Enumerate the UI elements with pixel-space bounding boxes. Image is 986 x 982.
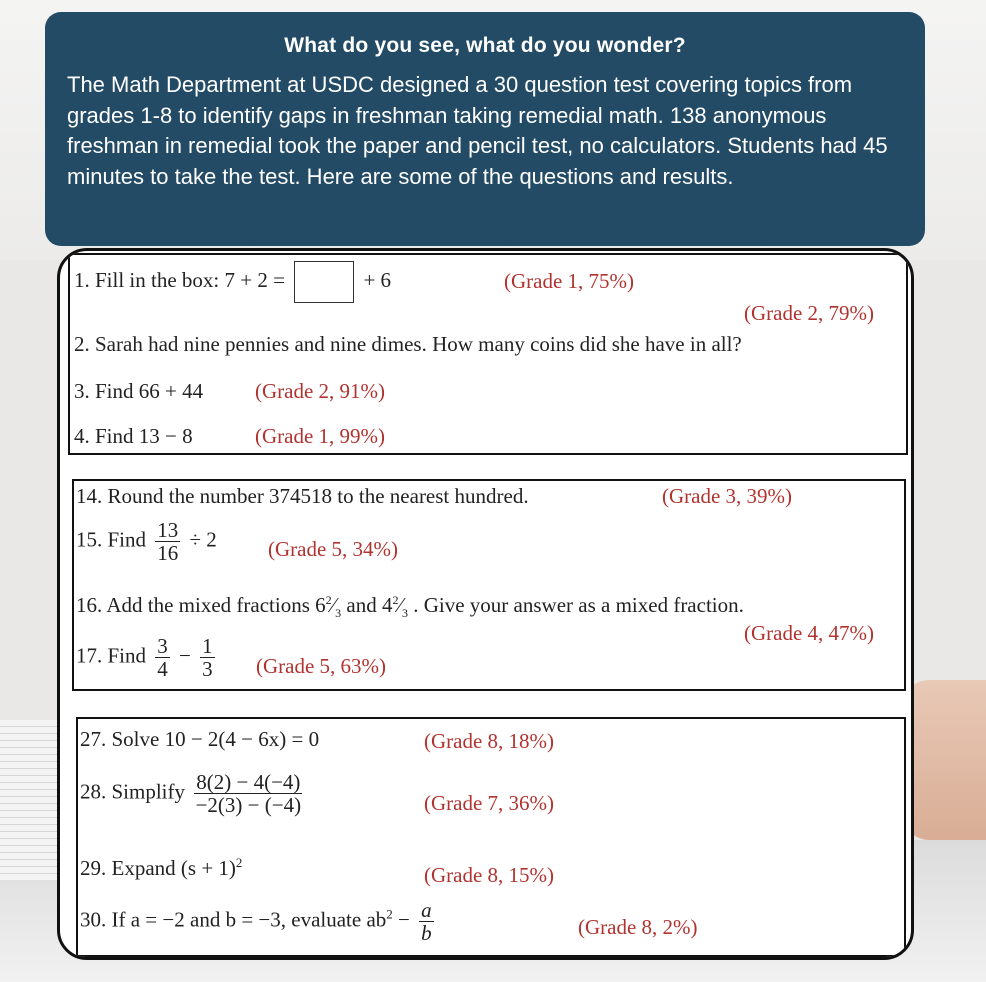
exponent: 2 (235, 855, 243, 870)
fraction (155, 519, 180, 564)
exponent: 2 (386, 906, 393, 922)
question-29-text: 29. Expand (s + 1) (80, 856, 236, 880)
question-27: 27. Solve 10 − 2(4 − 6x) = 0 (80, 727, 320, 751)
question-4: 4. Find 13 − 8 (74, 424, 193, 448)
question-17-text: 17. Find (76, 643, 147, 668)
question-30 (80, 899, 438, 944)
numerator: 8(2) − 4(−4) (196, 770, 301, 794)
denominator: b (421, 921, 432, 945)
question-30-grade: (Grade 8, 2%) (578, 915, 698, 939)
denominator: 3 (335, 606, 342, 621)
denominator: 16 (157, 541, 179, 565)
question-28 (80, 771, 306, 816)
question-17-grade: (Grade 5, 63%) (256, 654, 387, 678)
numerator: 2 (392, 593, 399, 607)
question-1-text-b: + 6 (363, 267, 392, 292)
banner-title: What do you see, what do you wonder? (284, 34, 686, 57)
question-1-text: 1. Fill in the box: 7 + 2 = (74, 267, 285, 292)
question-17 (76, 635, 219, 680)
fraction (194, 771, 302, 816)
question-30-text: 30. If a = −2 and b = −3, evaluate ab (80, 907, 387, 932)
question-1-grade: (Grade 1, 75%) (504, 269, 635, 293)
question-2: 2. Sarah had nine pennies and nine dimes. How many coins did she have in all? (74, 332, 742, 356)
question-14: 14. Round the number 374518 to the nearest hundred. (76, 484, 529, 508)
denominator: 3 (202, 657, 213, 681)
question-17-op: − (179, 643, 191, 668)
banner-body: The Math Department at USDC designed a 30 question test covering topics from grades 1-8 to identify gaps in freshman taking remedial math. 138 anonymous freshman in remedial took the paper and pencil test, no calculators. Students had 45 minutes to take the test. Here are some of the questions and results. (67, 72, 888, 189)
numerator: a (421, 898, 432, 922)
question-14-grade: (Grade 3, 39%) (662, 484, 793, 508)
question-15 (76, 519, 217, 564)
question-16-text-c: . Give your answer as a mixed fraction. (413, 593, 744, 617)
question-15-grade: (Grade 5, 34%) (268, 537, 399, 561)
numerator: 3 (157, 634, 168, 658)
question-4-grade: (Grade 1, 99%) (255, 424, 386, 448)
question-3-grade: (Grade 2, 91%) (255, 379, 386, 403)
answer-box (294, 261, 354, 303)
test-paper (57, 248, 914, 960)
question-16-text-b: and 4 (346, 593, 393, 617)
denominator: −2(3) − (−4) (195, 793, 302, 817)
question-2-grade: (Grade 2, 79%) (744, 301, 875, 325)
numerator: 1 (202, 634, 213, 658)
question-15-op: ÷ 2 (189, 527, 217, 552)
question-16-grade: (Grade 4, 47%) (744, 621, 875, 645)
question-29 (80, 855, 242, 881)
question-15-text: 15. Find (76, 527, 147, 552)
denominator: 3 (401, 606, 408, 621)
numerator: 2 (325, 593, 332, 607)
question-27-grade: (Grade 8, 18%) (424, 729, 555, 753)
numerator: 13 (157, 518, 179, 542)
fraction (155, 635, 170, 680)
fraction (419, 899, 434, 944)
question-28-text: 28. Simplify (80, 779, 186, 804)
denominator: 4 (157, 657, 168, 681)
question-29-grade: (Grade 8, 15%) (424, 863, 555, 887)
question-16-text: 16. Add the mixed fractions 6 (76, 593, 326, 617)
question-1 (74, 261, 391, 303)
question-3: 3. Find 66 + 44 (74, 379, 204, 403)
intro-banner (45, 12, 925, 246)
question-28-grade: (Grade 7, 36%) (424, 791, 555, 815)
question-30-op: − (398, 907, 410, 932)
question-16: 16. Add the mixed fractions $6^2⁄_3$ and $4^2⁄_3$ . Give your answer as a mixed fraction. (76, 593, 744, 621)
fraction (200, 635, 215, 680)
